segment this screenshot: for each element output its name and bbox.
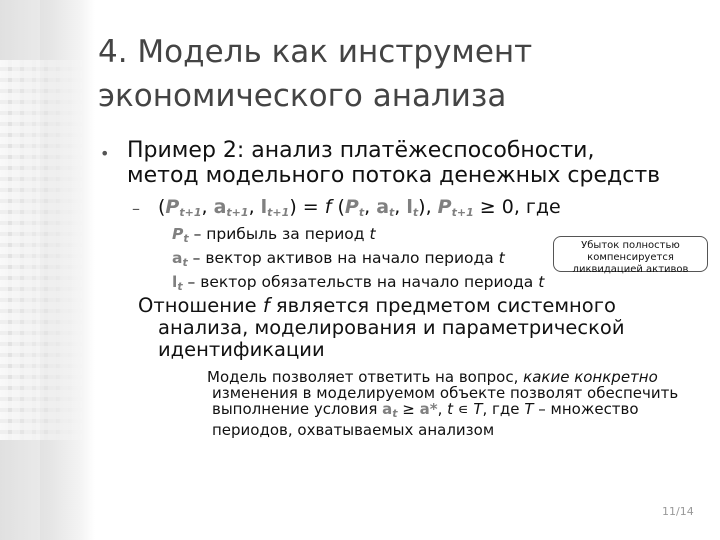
dash-icon: – [132,199,140,218]
callout-line-3: ликвидацией активов [572,264,689,275]
callout-line-2: компенсируется [587,252,674,263]
note-line-2: изменения в моделируемом объекте позволят обеспечить [212,384,679,402]
relation-post: является предметом системного [269,294,616,317]
note-post: – множество [533,400,639,418]
formula-condition: ≥ 0, где [473,196,561,218]
relation-f: f [262,294,270,317]
definition-subscript: t [182,256,188,269]
definition-text: – прибыль за период [188,225,370,243]
formula-sub-t1-l: t+1 [267,206,290,219]
page-number: 11/14 [662,505,694,518]
note-t: t [447,400,454,418]
formula-p: P [344,196,359,218]
formula-a-next: a [213,196,227,218]
definition-subscript: t [177,280,183,293]
formula-sub-t-l: t [412,206,419,219]
note-pre: Модель позволяет ответить на вопрос, [207,368,524,386]
definition-symbol: a [172,249,183,267]
relation-line-2: анализа, моделирования и параметрической [158,316,625,339]
note-line-3 [207,401,712,422]
definition-text: – вектор активов на начало периода [187,249,499,267]
formula-comma-3: , [364,196,377,218]
note-condition-pre: выполнение условия [212,400,383,418]
formula-paren-open: ( [331,196,345,218]
formula-l-next: l [260,196,268,218]
note-ge: ≥ [397,400,420,418]
note-mid: , [437,400,448,418]
decorative-side-highlight [0,0,40,540]
definition-symbol: l [172,273,178,291]
definition-assets [172,246,544,270]
slide-title [98,30,658,118]
formula-comma-4: , [394,196,407,218]
callout-note [553,236,708,275]
formula-sub-t1-p: t+1 [451,206,474,219]
model-note [207,369,712,438]
note-line-1 [207,369,712,385]
formula-sub-t-a: t [389,206,395,219]
bullet-icon: • [100,144,110,163]
relation-line-1 [138,295,678,317]
definitions-list [172,222,544,294]
formula-comma-1: , [201,196,214,218]
formula-a: a [376,196,390,218]
definition-text: – вектор обязательств на начало периода [182,273,539,291]
example-heading-line-1: Пример 2: анализ платёжеспособности, [127,138,595,163]
note-italic: какие конкретно [523,368,658,386]
note-a-sub: t [392,407,398,420]
formula-equals: ) = [289,196,325,218]
note-a: a [382,400,393,418]
relation-pre: Отношение [138,294,263,317]
formula-p-next: P [165,196,180,218]
formula-open: ( [158,196,166,218]
definition-profit [172,222,544,246]
formula [158,195,561,225]
formula-sub-t1: t+1 [179,206,202,219]
relation-paragraph [138,295,678,361]
definition-subscript: t [183,232,189,245]
example-heading-line-2: метод модельного потока денежных средств [127,163,661,188]
note-set-t: T [473,400,483,418]
relation-line-3: идентификации [158,338,325,361]
formula-sub-t: t [358,206,365,219]
formula-l: l [406,196,413,218]
definition-symbol: P [172,225,184,243]
example-heading [127,138,687,188]
title-line-1: 4. Модель как инструмент [98,34,533,70]
note-where: , где [482,400,525,418]
note-set-t-2: T [524,400,534,418]
note-in: ∊ [453,400,474,418]
definition-var: t [369,225,376,243]
note-line-4: периодов, охватываемых анализом [212,421,495,439]
formula-p-next-2: P [437,196,452,218]
title-line-2: экономического анализа [98,78,507,114]
note-astar: a* [419,400,438,418]
definition-var: t [498,249,505,267]
callout-line-1: Убыток полностью [581,240,680,251]
formula-comma-2: , [248,196,261,218]
formula-close: ), [418,196,438,218]
definition-var: t [538,273,545,291]
definition-liabilities [172,270,544,294]
formula-sub-t1-a: t+1 [226,206,249,219]
formula-f: f [324,196,332,218]
